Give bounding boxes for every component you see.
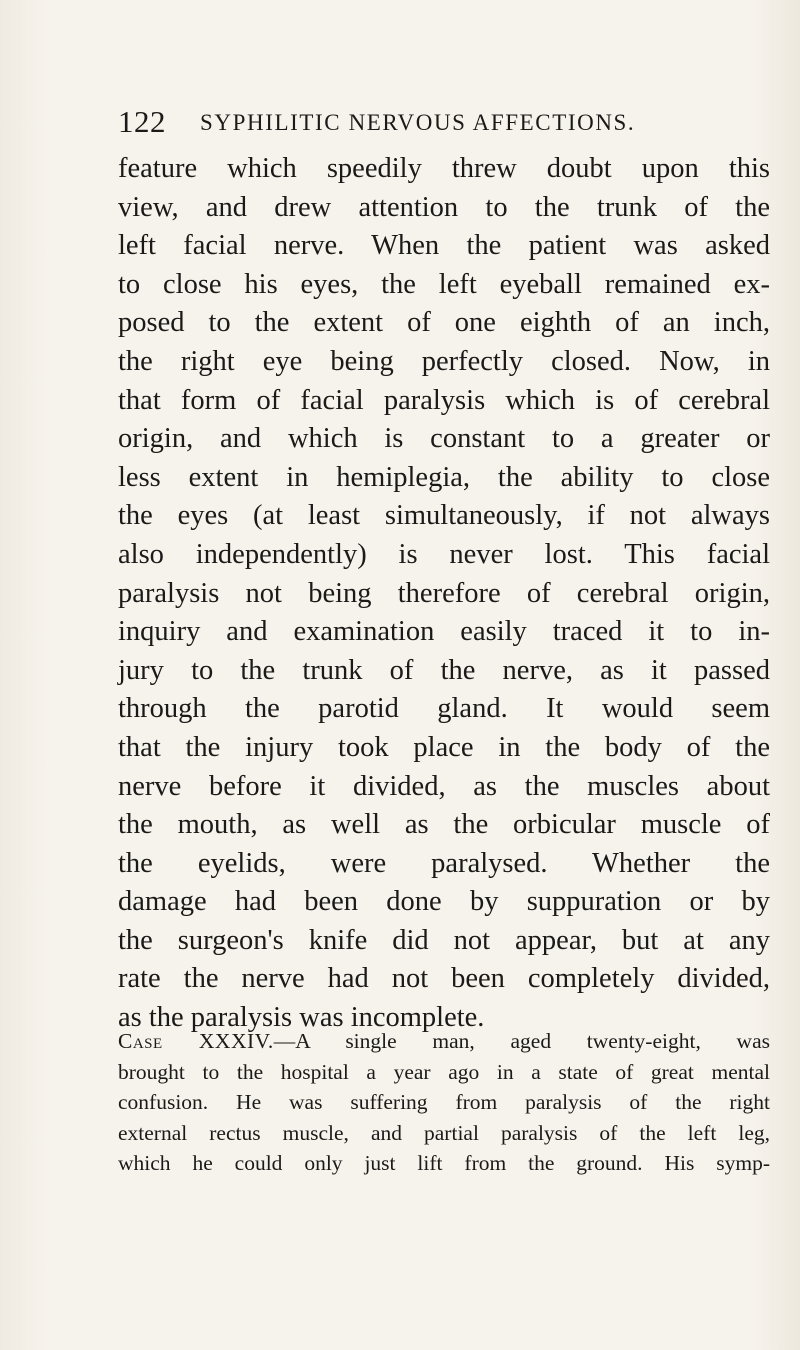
text-line: the right eye being perfectly closed. Now, in — [118, 345, 770, 377]
text-line: the mouth, as well as the orbicular muscle of — [118, 809, 770, 841]
text-line: view, and drew attention to the trunk of the — [118, 191, 770, 223]
text-line: through the parotid gland. It would seem — [118, 693, 770, 725]
case-text-line: which he could only just lift from the ground. His symp- — [118, 1151, 770, 1175]
case-first-line — [118, 1026, 770, 1057]
text-line: that the injury took place in the body of the — [118, 731, 770, 763]
text-line: also independently) is never lost. This facial — [118, 538, 770, 570]
case-text-line: external rectus muscle, and partial paralysis of the left leg, — [118, 1120, 770, 1145]
case-label: Case XXXIV. — [118, 1029, 274, 1053]
text-line: damage had been done by suppuration or by — [118, 886, 770, 918]
text-line: left facial nerve. When the patient was asked — [118, 230, 770, 262]
text-line: nerve before it divided, as the muscles about — [118, 770, 770, 802]
text-line: paralysis not being therefore of cerebral origin, — [118, 577, 770, 609]
text-line: rate the nerve had not been completely divided, — [118, 963, 770, 995]
page-number: 122 — [118, 104, 166, 139]
case-text-line: brought to the hospital a year ago in a state of great mental — [118, 1059, 770, 1084]
case-first-line-text: —A single man, aged twenty-eight, was — [273, 1029, 770, 1053]
text-line: that form of facial paralysis which is of cerebral — [118, 384, 770, 416]
text-line: inquiry and examination easily traced it to in- — [118, 616, 770, 648]
text-line: to close his eyes, the left eyeball remained ex- — [118, 268, 770, 300]
case-paragraph — [118, 1026, 770, 1179]
case-text-line: confusion. He was suffering from paralysis of the right — [118, 1090, 770, 1114]
running-head — [118, 102, 678, 142]
text-line: jury to the trunk of the nerve, as it passed — [118, 654, 770, 686]
text-line: less extent in hemiplegia, the ability to close — [118, 461, 770, 493]
text-line: as the paralysis was incomplete. — [118, 1002, 485, 1034]
text-line: the eyes (at least simultaneously, if not always — [118, 500, 770, 532]
text-line: feature which speedily threw doubt upon this — [118, 153, 770, 184]
main-paragraph — [118, 150, 770, 1038]
text-line: the eyelids, were paralysed. Whether the — [118, 847, 770, 879]
running-head-title: SYPHILITIC NERVOUS AFFECTIONS. — [200, 110, 636, 135]
text-line: posed to the extent of one eighth of an inch, — [118, 307, 770, 339]
text-line: origin, and which is constant to a greater or — [118, 423, 770, 455]
text-line: the surgeon's knife did not appear, but at any — [118, 924, 770, 956]
